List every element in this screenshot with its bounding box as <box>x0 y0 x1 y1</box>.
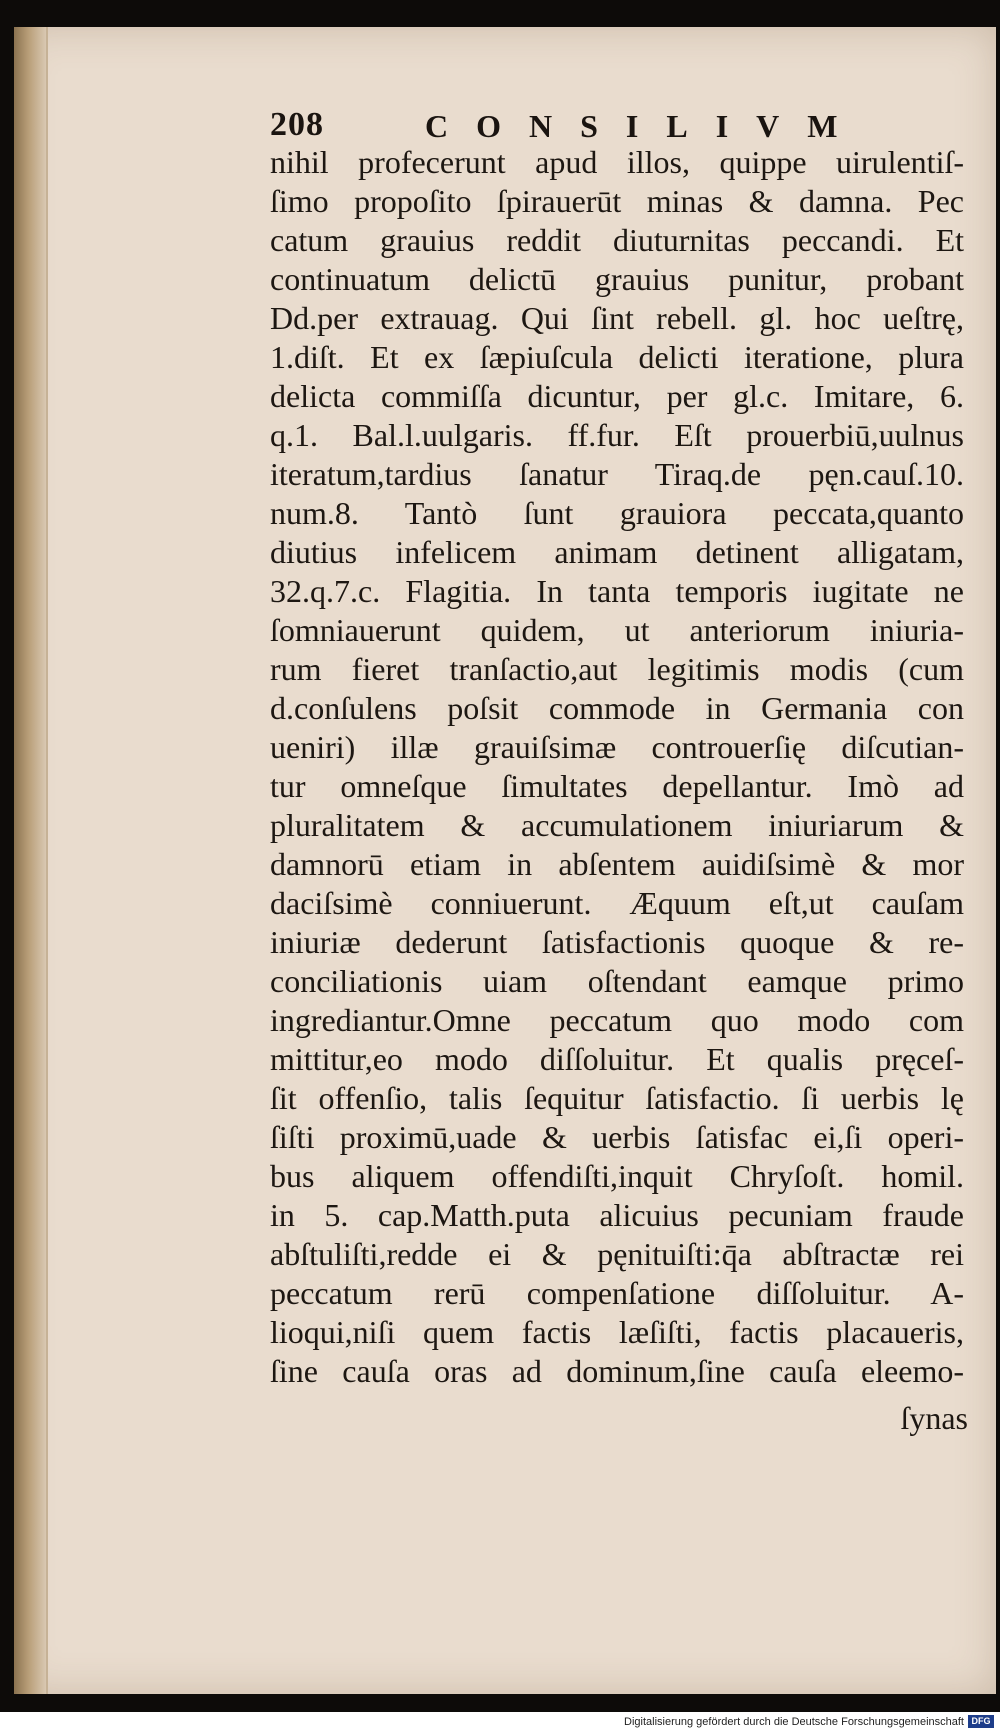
text-line: Dd.per extrauag. Qui ſint rebell. gl. hoc ueſtrę, <box>270 300 964 336</box>
text-line: q.1. Bal.l.uulgaris. ff.fur. Eſt prouerbiū,uulnus <box>270 417 964 453</box>
text-line: iniuriæ dederunt ſatisfactionis quoque & re- <box>270 924 964 960</box>
text-line: damnorū etiam in abſentem auidiſsimè & mor <box>270 846 964 882</box>
text-line: nihil profecerunt apud illos, quippe uirulentiſ- <box>270 144 964 180</box>
text-line: iteratum,tardius ſanatur Tiraq.de pęn.cauſ.10. <box>270 456 964 492</box>
text-line: ſomniauerunt quidem, ut anteriorum iniuria- <box>270 612 964 648</box>
text-line: conciliationis uiam oſtendant eamque primo <box>270 963 964 999</box>
page-gutter <box>14 27 46 1694</box>
text-line: 32.q.7.c. Flagitia. In tanta temporis iugitate ne <box>270 573 964 609</box>
text-line: abſtuliſti,redde ei & pęnituiſti:q̄a abſtractæ rei <box>270 1236 964 1272</box>
digitization-credit: Digitalisierung gefördert durch die Deutsche Forschungsgemeinschaft <box>624 1716 964 1728</box>
text-line: tur omneſque ſimultates depellantur. Imò ad <box>270 768 964 804</box>
running-head <box>270 106 970 146</box>
text-line: ingrediantur.Omne peccatum quo modo com <box>270 1002 964 1038</box>
text-line: peccatum rerū compenſatione diſſoluitur. A- <box>270 1275 964 1311</box>
text-line: diutius infelicem animam detinent alligatam, <box>270 534 964 570</box>
gutter-edge <box>46 27 48 1694</box>
text-line: daciſsimè conniuerunt. Æquum eſt,ut cauſam <box>270 885 964 921</box>
text-line: ſimo propoſito ſpirauerūt minas & damna. Pec <box>270 183 964 219</box>
running-head-title: CONSILIVM <box>425 108 866 144</box>
text-line: rum fieret tranſactio,aut legitimis modis (cum <box>270 651 964 687</box>
text-line: ſit offenſio, talis ſequitur ſatisfactio. ſi uerbis lę <box>270 1080 964 1116</box>
text-line: mittitur,eo modo diſſoluitur. Et qualis pręceſ- <box>270 1041 964 1077</box>
text-line: ueniri) illæ grauiſsimæ controuerſię diſcutian- <box>270 729 964 765</box>
text-line: pluralitatem & accumulationem iniuriarum & <box>270 807 964 843</box>
text-line: delicta commiſſa dicuntur, per gl.c. Imitare, 6. <box>270 378 964 414</box>
text-line: bus aliquem offendiſti,inquit Chryſoſt. homil. <box>270 1158 964 1194</box>
text-line: continuatum delictū grauius punitur, probant <box>270 261 964 297</box>
text-line: lioqui,niſi quem factis læſiſti, factis placaueris, <box>270 1314 964 1350</box>
catchword: ſynas <box>900 1400 968 1436</box>
text-line: in 5. cap.Matth.puta alicuius pecuniam fraude <box>270 1197 964 1233</box>
body-text <box>270 143 964 1391</box>
dfg-logo: DFG <box>968 1715 994 1728</box>
text-line: d.conſulens poſsit commode in Germania con <box>270 690 964 726</box>
text-line: ſiſti proximū,uade & uerbis ſatisfac ei,ſi operi- <box>270 1119 964 1155</box>
text-line: ſine cauſa oras ad dominum,ſine cauſa eleemo- <box>270 1353 964 1389</box>
page-number: 208 <box>270 106 324 143</box>
text-line: catum grauius reddit diuturnitas peccandi. Et <box>270 222 964 258</box>
text-line: num.8. Tantò ſunt grauiora peccata,quanto <box>270 495 964 531</box>
text-line: 1.diſt. Et ex ſæpiuſcula delicti iteratione, plura <box>270 339 964 375</box>
